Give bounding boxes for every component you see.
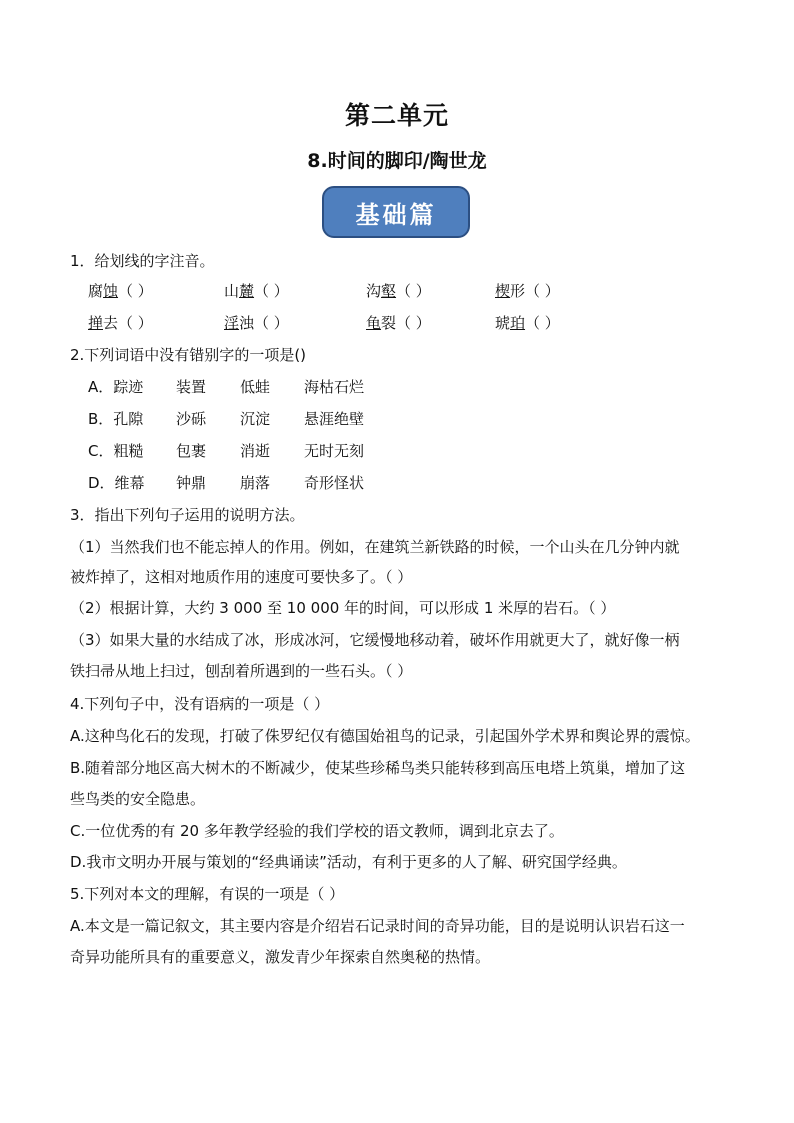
q1-word: 掸去（ ） [88,314,153,332]
q5-option-a-line2: 奇异功能所具有的重要意义，激发青少年探索自然奥秘的热情。 [70,948,491,966]
q2-option-word: 崩落 [240,474,271,492]
q2-option-label: C．粗糙 [88,442,144,460]
q4-option-b-line1: B.随着部分地区高大树木的不断减少，使某些珍稀鸟类只能转移到高压电塔上筑巢，增加了这 [70,759,686,777]
q2-option-word: 装置 [176,378,207,396]
q4-option-d: D.我市文明办开展与策划的“经典诵读”活动，有利于更多的人了解、研究国学经典。 [70,853,627,871]
q3-item1-line1: （1）当然我们也不能忘掉人的作用。例如，在建筑兰新铁路的时候，一个山头在几分钟内就 [70,538,680,556]
lesson-title: 8.时间的脚印/陶世龙 [307,150,487,172]
unit-title: 第二单元 [344,101,449,130]
q3-item3-line2: 铁扫帚从地上扫过，刨刮着所遇到的一些石头。（ ） [70,662,413,680]
q1-word: 龟裂（ ） [366,314,431,332]
q2-option-label: A．踪迹 [88,378,144,396]
q1-word: 腐蚀（ ） [88,282,153,300]
q2-option-word: 消逝 [240,442,271,460]
section-badge-label: 基础篇 [355,199,437,229]
q4-option-b-line2: 些鸟类的安全隐患。 [70,790,206,808]
q2-option-word: 海枯石烂 [304,378,365,396]
q1-word: 淫浊（ ） [224,314,289,332]
q2-option-label: D．维幕 [88,474,145,492]
section-badge [322,186,470,238]
q4-stem: 4.下列句子中，没有语病的一项是（ ） [70,695,330,713]
q3-item2: （2）根据计算，大约 3 000 至 10 000 年的时间，可以形成 1 米厚的岩石。（ ） [70,599,616,617]
q2-option-word: 奇形怪状 [304,474,365,492]
q2-option-word: 沙砾 [176,410,207,428]
q1-word: 琥珀（ ） [495,314,560,332]
q4-option-c: C.一位优秀的有 20 多年教学经验的我们学校的语文教师，调到北京去了。 [70,822,564,840]
q1-stem: 1．给划线的字注音。 [70,252,215,270]
q2-option-word: 包裹 [176,442,207,460]
q3-item3-line1: （3）如果大量的水结成了冰，形成冰河，它缓慢地移动着，破坏作用就更大了，就好像一柄 [70,631,680,649]
q4-option-a: A.这种鸟化石的发现，打破了侏罗纪仅有德国始祖鸟的记录，引起国外学术界和舆论界的震惊。 [70,727,700,745]
q2-option-word: 钟鼎 [176,474,207,492]
q1-word: 山麓（ ） [224,282,289,300]
q5-option-a-line1: A.本文是一篇记叙文，其主要内容是介绍岩石记录时间的奇异功能，目的是说明认识岩石这一 [70,917,685,935]
q1-word: 沟壑（ ） [366,282,431,300]
q2-option-word: 低蛙 [240,378,271,396]
q2-option-word: 悬涯绝壁 [304,410,365,428]
q2-option-label: B．孔隙 [88,410,144,428]
q2-option-word: 沉淀 [240,410,271,428]
q3-item1-line2: 被炸掉了，这相对地质作用的速度可要快多了。（ ） [70,568,413,586]
q3-stem: 3．指出下列句子运用的说明方法。 [70,506,305,524]
q2-option-word: 无时无刻 [304,442,365,460]
q2-stem: 2.下列词语中没有错别字的一项是() [70,346,307,364]
q5-stem: 5.下列对本文的理解，有误的一项是（ ） [70,885,345,903]
q1-word: 楔形（ ） [495,282,560,300]
